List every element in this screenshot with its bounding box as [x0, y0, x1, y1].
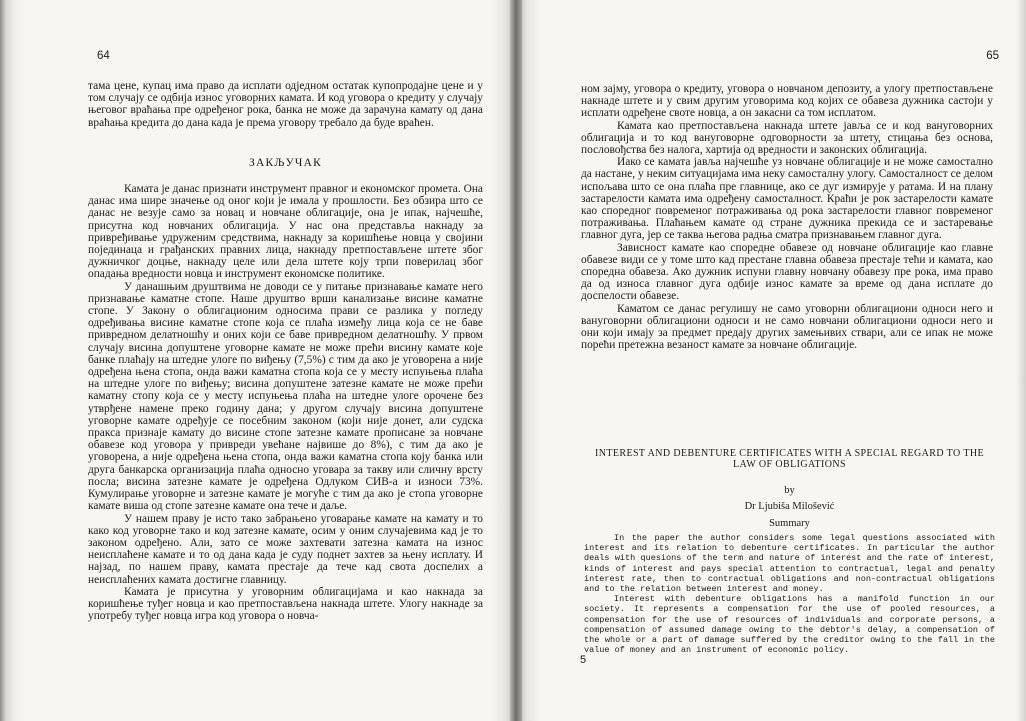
left-paragraph-2: У данашњим друштвима не доводи се у питање признавање камате него признавање каматне стопе. Наше друштво врши канализање висине каматне стопе. У Закону о облигационим односима прави се разлика у погледу одређивања висине каматне стопе која се плаћа између лица која се не баве привредном делатношћу и оних који се баве привредном делатношћу. У првом случају висина допуштене уговорне камате не може прећи висину камате које банке плаћају на штедне улоге по виђењу (7,5%) с тим да ако је уговорена а није одређена њена стопа, онда важи каматна стопа која се у месту испуњења плаћа на штедне улоге по виђењу; висина допуштене затезне камате не може прећи каматну стопу која се у месту испуњења плаћа на штедне улоге орочене без утврђене намене преко годину дана; у другом случају висина допуштене уговорне камате одређује се посебним законом (који није донет, али судска пракса признаје камату до висине стопе затезне камате прописане за новчане обавезе код уговора у привреди увећане највише до 8%), с тим да ако је уговорена, а није одређена њена стопа, онда важи каматна стопа коју банка или друга банкарска организација плаћа односно уговара за такву или сличну врсту посла; висина затезне камате је одређена Одлуком СИВ-а и износи 73%. Кумулирање уговорне и затезне камате је могуће с тим да ако је стопа уговорне камате виша од стопе затезне камате она тече и даље.	[88, 280, 483, 513]
english-title: INTEREST AND DEBENTURE CERTIFICATES WITH A SPECIAL REGARD TO THE LAW OF OBLIGATIONS	[595, 448, 984, 470]
right-page	[516, 0, 1026, 721]
left-paragraph-4: Камата је присутна у уговорним облигацијама и као накнада за коришћење туђег новца и као претпостављена накнада штете. Улогу накнаде за употребу туђег новца игра код уговора о новча-	[88, 585, 483, 623]
english-paragraph-2: Interest with debenture obligations has a manifold function in our society. It represents a compensation for the use of pooled resources, a compensation for the use of resources of individuals and corporate persons, a compensation of assumed damage owing to the debtor's delay, a compensation of the whole or a part of damage suffered by the creditor owing to the fall in the value of money and an instrument of economic policy.	[584, 594, 995, 656]
right-paragraph-1: Камата као претпостављена накнада штете јавља се и код вануговорних облигација и то код вануговорне одговорности за штету, стицања без основа, пословођства без налога, хартија од вредности и законских облигација.	[581, 119, 993, 157]
right-paragraph-3: Зависност камате као споредне обавезе од новчане облигације као главне обавезе види се у томе што кад престане главна обавеза престаје тећи и камата, као споредна обавеза. Ако дужник испуни главну новчану обавезу пре рока, има право да од износа главног дуга одбије износ камате за време од дана исплате до доспелости обавезе.	[581, 241, 993, 303]
right-paragraph-4: Каматом се данас регулишу не само уговорни облигациони односи него и вануговорни облигациони односи и не само новчани облигациони односи него и они који имају за предмет предају других замењивих ствари, али се ипак не може порећи претежна везаност камате за новчане облигације.	[581, 302, 993, 352]
english-summary-header	[584, 449, 995, 529]
left-intro-paragraph: тама цене, купац има право да исплати одједном остатак купопродајне цене и у том случају се одбија износ уговорних камата. И код уговора о кредиту у случају његовог враћања пре одређеног рока, банка не може да зарачуна камату од дана враћања кредита до дана када је према уговору требало да буде враћен.	[88, 80, 483, 129]
left-paragraph-3: У нашем праву је исто тако забрањено уговарање камате на камату и то како код уговорне тако и код затезне камате, осим у оним случајевима кад је то законом одређено. Али, зато се може захтевати затезна камата на износ неисплаћене камате и то од дана када је суду поднет захтев за њену исплату. И најзад, по нашем праву, камата престаје да тече кад свота доспелих а неисплаћених камата достигне главницу.	[88, 512, 483, 586]
left-page-text-column	[88, 80, 483, 622]
conclusion-heading: ЗАКЉУЧАК	[249, 156, 322, 169]
right-page-text-column	[581, 83, 993, 351]
english-summary-body	[584, 533, 995, 655]
right-paragraph-2: Иако се камата јавља најчешће уз новчане облигације и не може самостално да настане, у неким ситуацијама има неку самосталну улогу. Самосталност се делом испољава што се она плаћа пре главнице, ако се дуг измирује у ратама. И на плану застарелости камата има одређену самосталност. Краћи је рок застарелости камате као споредног повременог потраживања од рока застарелости главног повременог потраживања. Плаћањем камате од стране дужника прекида се и застаревање главног дуга, јер се таква његова радња сматра признавањем главног дуга.	[581, 156, 993, 242]
right-page-number: 65	[986, 50, 999, 62]
english-paragraph-1: In the paper the author considers some legal questions associated with interest and its relation to debenture certificates. In particular the author deals with quesions of the term and nature of interest and the rate of interest, kinds of interest and pays special attention to contractual, legal and penalty interest rate, then to contractual obligations and non-contractual obligations and to the relation between interest and money.	[584, 533, 995, 595]
right-intro-paragraph: ном зајму, уговора о кредиту, уговора о новчаном депозиту, а улогу претпостављене накнаде штете и у свим другим уговорима код којих се обавеза дужника састоји у исплати одређене своте новца, а он закасни са том исплатом.	[581, 83, 993, 120]
english-by: by	[784, 485, 795, 497]
left-paragraph-1: Камата је данас признати инструмент правног и економског промета. Она данас има шире значење од оног који је имала у прошлости. Без обзира што се данас не везује само за новац и новчане облигације, она је ипак, најчешће, присутна код новчаних облигација. У нас она представља накнаду за привређивање удруженим средствима, накнаду за коришћење новца у својини појединаца и грађанских правних лица, накнаду претпостављене штете због дужничког доцње, накнаду целе или дела штете коју трпи поверилац због опадања вредности новца и инструмент економске политике.	[88, 183, 483, 281]
left-page-number: 64	[97, 50, 110, 62]
bottom-page-number: 5	[580, 654, 587, 666]
english-author: Dr Ljubiša Milošević	[744, 501, 835, 513]
book-gutter	[510, 0, 522, 721]
english-summary-heading: Summary	[769, 518, 810, 530]
